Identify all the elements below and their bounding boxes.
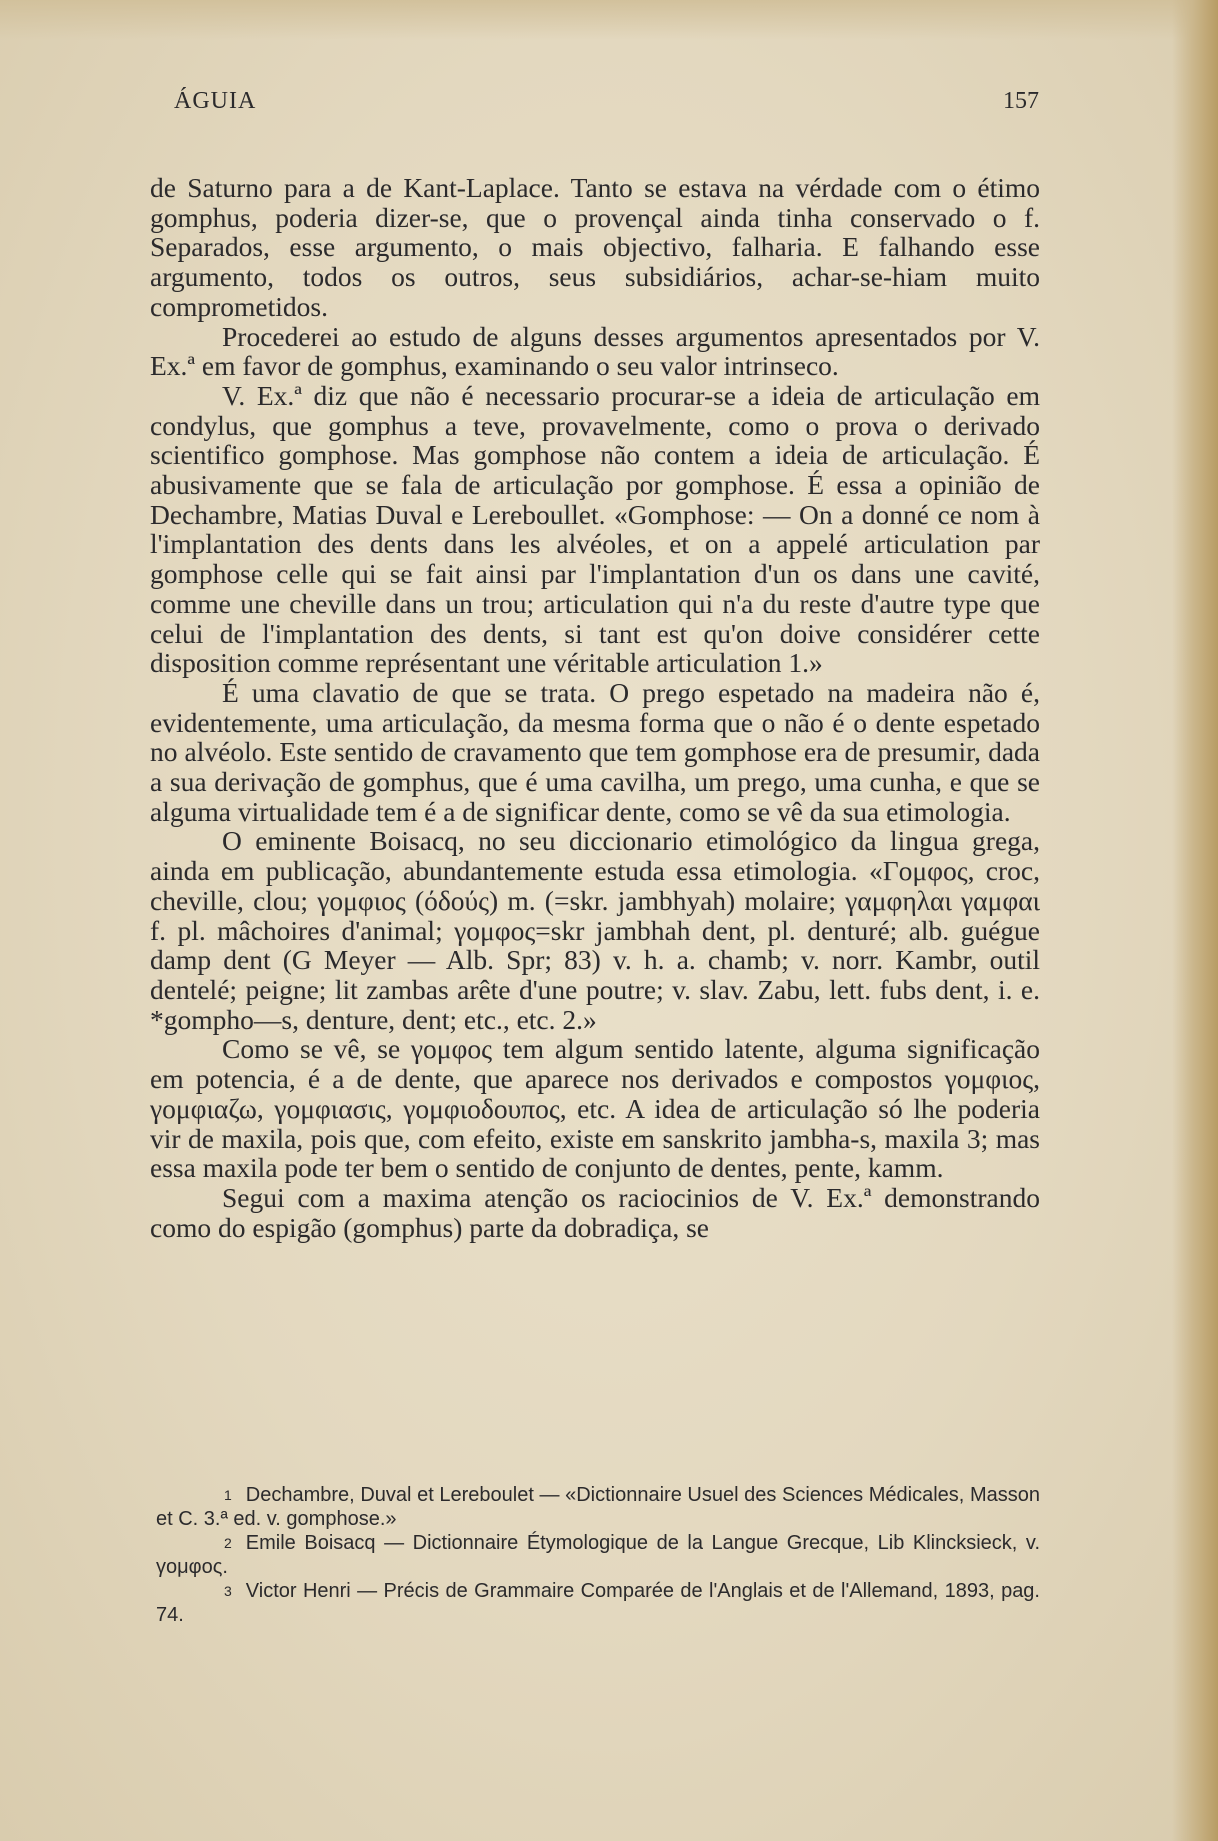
footnote [156, 1579, 1040, 1627]
footnotes [156, 1483, 1040, 1627]
body-text [150, 173, 1040, 1242]
paragraph: Como se vê, se γομφος tem algum sentido latente, alguma significação em potencia, é a de dente, que aparece nos derivados e compostos γομφιος, γομφιαζω, γομφιασις, γομφιοδουπος, etc. A idea de articulação só lhe poderia vir de maxila, pois que, com efeito, existe em sanskrito jambha-s, maxila 3; mas essa maxila pode ter bem o sentido de conjunto de dentes, pente, kamm. [150, 1033, 1040, 1184]
footnote-number: 2 [224, 1535, 232, 1551]
footnote-number: 1 [224, 1487, 232, 1503]
paragraph: O eminente Boisacq, no seu diccionario etimológico da lingua grega, ainda em publicação, abundantemente estuda essa etimologia. «Γομφος, croc, cheville, clou; γομφιος (όδούς) m. (=skr. jambhyah) molaire; γαμφηλαι γαμφαι f. pl. mâchoires d'animal; γομφος=skr jambhah dent, pl. denturé; alb. guégue damp dent (G Meyer — Alb. Spr; 83) v. h. a. chamb; v. norr. Kambr, outil dentelé; peigne; lit zambas arête d'une poutre; v. slav. Zabu, lett. fubs dent, i. e. *gompho—s, denture, dent; etc., etc. 2.» [150, 825, 1040, 1035]
footnote-number: 3 [224, 1583, 232, 1599]
paragraph: Segui com a maxima atenção os raciocinios de V. Ex.ª demonstrando como do espigão (gomphus) parte da dobradiça, se [150, 1181, 1040, 1243]
footnote [156, 1483, 1040, 1531]
paragraph: Procederei ao estudo de alguns desses argumentos apresentados por V. Ex.ª em favor de gomphus, examinando o seu valor intrinseco. [150, 320, 1040, 382]
running-header [174, 88, 1039, 124]
journal-title: ÁGUIA [174, 88, 257, 114]
page-top-shadow [0, 0, 1218, 40]
paragraph: É uma clavatio de que se trata. O prego espetado na madeira não é, evidentemente, uma articulação, da mesma forma que o não é o dente espetado no alvéolo. Este sentido de cravamento que tem gomphose era de presumir, dada a sua derivação de gomphus, que é uma cavilha, um prego, uma cunha, e que se alguma virtualidade tem é a de significar dente, como se vê da sua etimologia. [150, 676, 1040, 827]
footnote [156, 1531, 1040, 1579]
page-binding-edge [1172, 0, 1218, 1841]
footnote-text: Victor Henri — Précis de Grammaire Comparée de l'Anglais et de l'Allemand, 1893, pag. 74. [156, 1580, 1040, 1626]
footnote-text: Emile Boisacq — Dictionnaire Étymologique de la Langue Grecque, Lib Klincksieck, v. γομφος. [156, 1532, 1040, 1578]
paragraph: de Saturno para a de Kant-Laplace. Tanto se estava na vérdade com o étimo gomphus, poderia dizer-se, que o provençal ainda tinha conservado o f. Separados, esse argumento, o mais objectivo, falharia. E falhando esse argumento, todos os outros, seus subsidiários, achar-se-hiam muito comprometidos. [150, 172, 1040, 322]
footnote-text: Dechambre, Duval et Lereboulet — «Dictionnaire Usuel des Sciences Médicales, Masson et C. 3.ª ed. v. gomphose.» [156, 1484, 1040, 1530]
page-number: 157 [1003, 88, 1039, 114]
paragraph: V. Ex.ª diz que não é necessario procurar-se a ideia de articulação em condylus, que gomphus a teve, provavelmente, como o prova o derivado scientifico gomphose. Mas gomphose não contem a ideia de articulação. É abusivamente que se fala de articulação por gomphose. É essa a opinião de Dechambre, Matias Duval e Lereboullet. «Gomphose: — On a donné ce nom à l'implantation des dents dans les alvéoles, et on a appelé articulation par gomphose celle qui se fait ainsi par l'implantation d'un os dans une cavité, comme une cheville dans un trou; articulation qui n'a du reste d'autre type que celui de l'implantation des dents, si tant est qu'on doive considérer cette disposition comme représentant une véritable articulation 1.» [150, 379, 1040, 679]
